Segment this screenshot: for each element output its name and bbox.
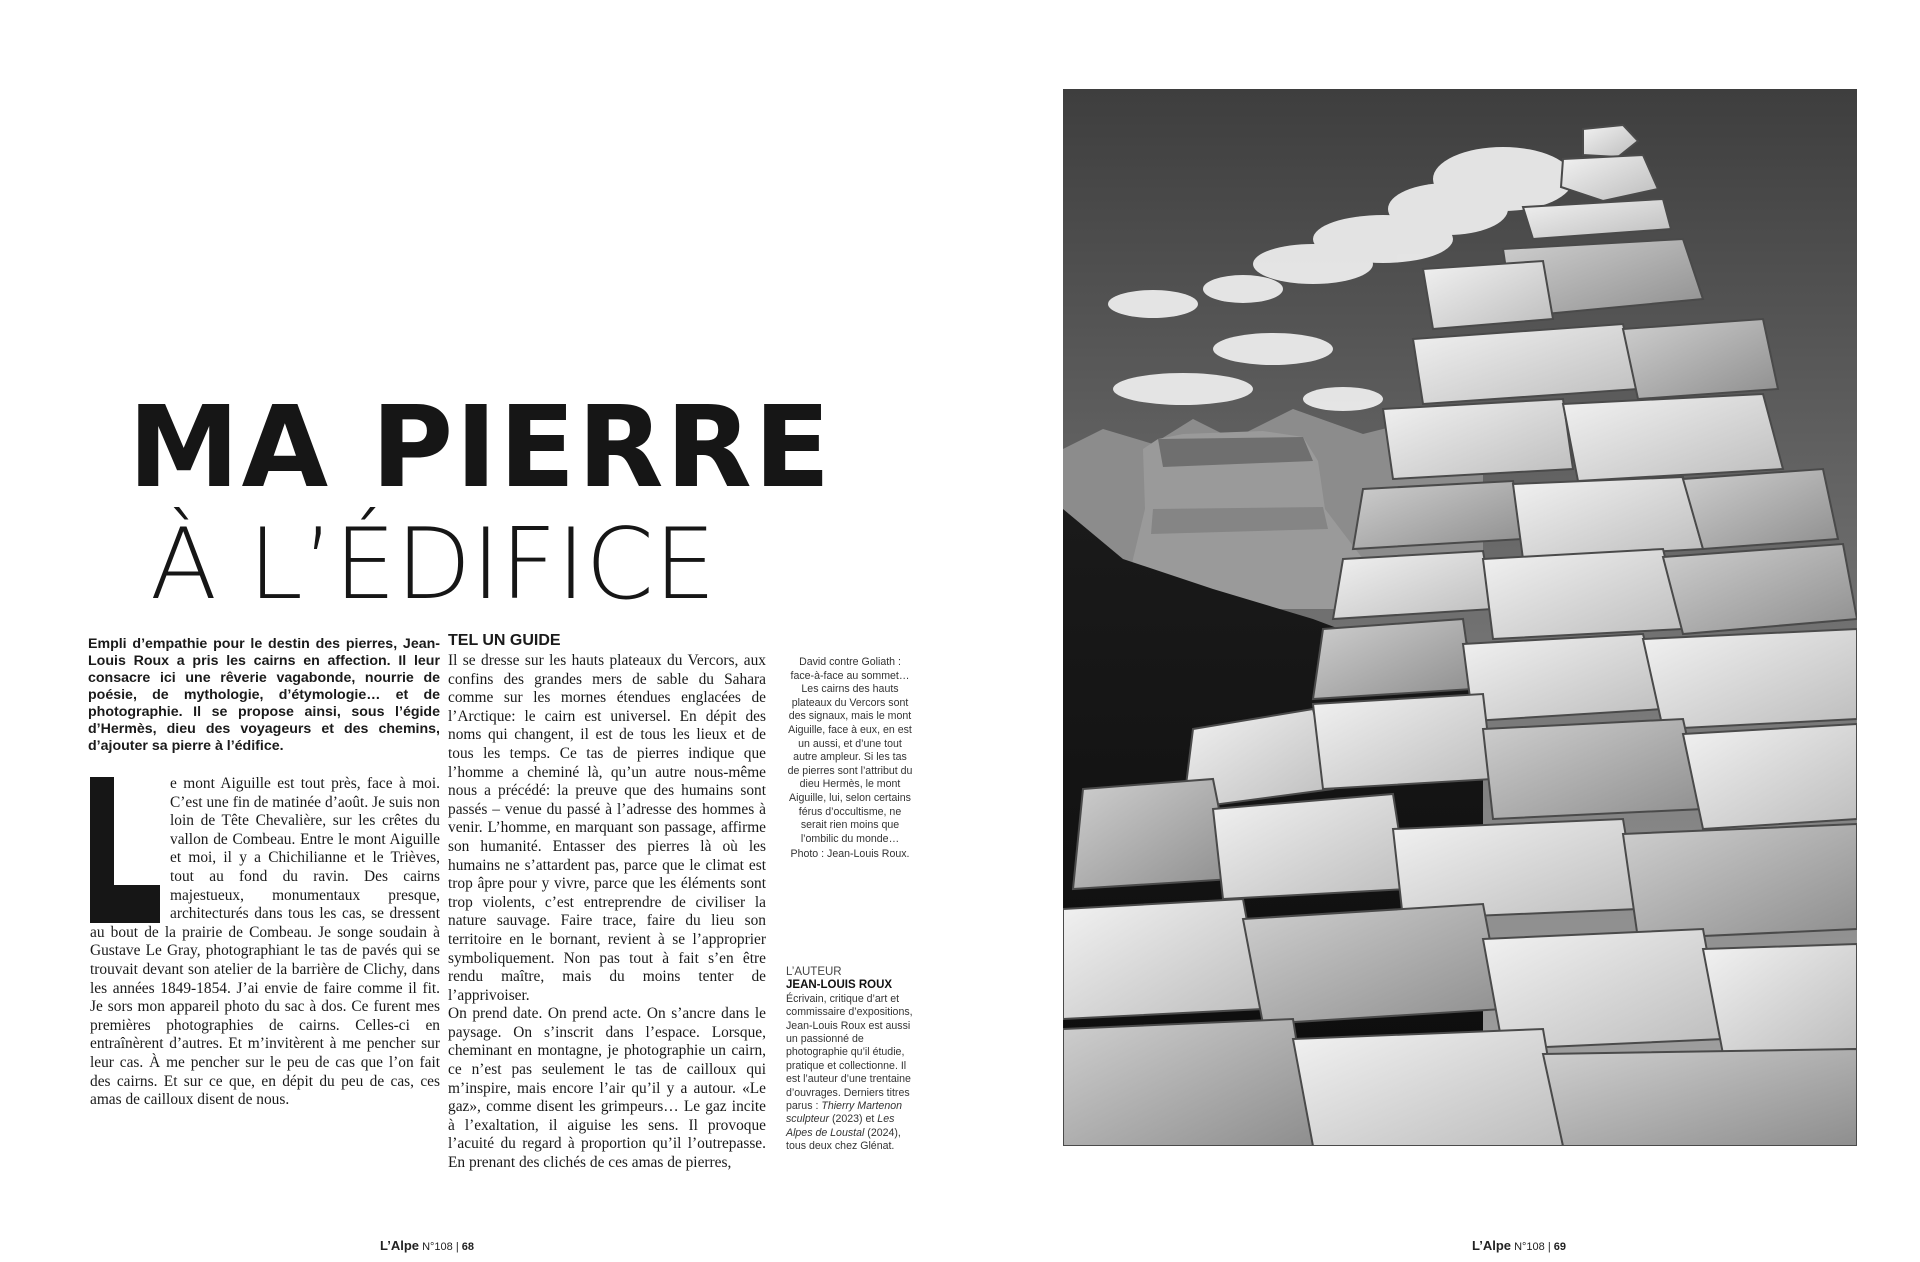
page-number: 69: [1553, 1241, 1567, 1253]
book-title: Thierry Martenon sculpteur: [786, 1100, 903, 1126]
body-paragraph: Il se dresse sur les hauts plateaux du Vercors, aux confins des grandes mers de sable du Sahara comme sur les mornes étendues englacées de l’Arctique: le cairn est universel. En dépit des noms qui changent, il est de tous les lieux et de tous les temps. Ce tas de pierres indique que l’homme a cheminé là, qu’un autre nous-même nous a précédé: la preuve que des humains sont passés – venue du passé à l’adresse des hommes à venir. L’homme, en marquant son passage, affirme son humanité. Entasser des pierres là où les humains ne s’attardent pas, parce que le climat est trop âpre pour y vivre, parce que les éléments sont trop violents, c’est entreprendre de civiliser la nature sauvage. Faire trace, faire du lieu son territoire en le bornant, revient à se l’approprier symboliquement. Non pas tout à fait s’en être rendu maître, mais du moins tenter de l’apprivoiser.: [448, 652, 766, 1004]
author-label: L’AUTEUR: [786, 966, 842, 978]
section-heading: TEL UN GUIDE: [448, 632, 561, 649]
body-text-intro: e mont Aiguille est tout près, face à moi. C’est une fin de matinée d’août. Je suis non loin de Tête Chevalière, sur les crêtes du vallon de Combeau. Entre le mont Aiguille et moi, il y a Chichilianne et le Trièves, tout au fond du ravin. Des cairns majestueux, monumentaux presque, architecturés dans tous les cas, se dressent au bout de la prairie de Combeau. Je songe soudain à Gustave Le Gray, photographiant le tas de pavés qui se trouvait devant son atelier de la barrière de Clichy, dans les années 1849-1854. J’ai envie de faire comme il fit. Je sors mon appareil photo du sac à dos. Ce furent mes premières photographies de cairns. Celles-ci en entraînèrent d’autres. Et m’invitèrent à me pencher sur leur cas. À me pencher sur le peu de cas que l’on fait des cairns. Et sur ce que, en dépit du peu de cas, ces amas de cailloux disent de nous.: [90, 775, 440, 1109]
issue-number: N°108: [422, 1241, 453, 1253]
author-bio: Écrivain, critique d’art et commissaire d’expositions, Jean-Louis Roux est aussi un passionné de photographie qu’il étudie, pratique et collectionne. Il est l’auteur d’une trentaine d’ouvrages. Derniers titres parus : Thierry Martenon sculpteur (2023) et Les Alpes de Loustal (2024), tous deux chez Glénat.: [786, 992, 913, 1153]
author-box: [786, 966, 916, 1154]
folio-left: L’Alpe N°108 | 68: [380, 1238, 475, 1253]
author-name: JEAN-LOUIS ROUX: [786, 979, 893, 992]
cairn-photo-illustration: [1063, 89, 1857, 1146]
body-column-2: [448, 631, 766, 1173]
photo-credit: Photo : Jean-Louis Roux.: [790, 848, 910, 861]
page-number: 68: [461, 1241, 475, 1253]
body-column-1: [90, 775, 440, 1110]
cairn-photograph: [1063, 89, 1857, 1146]
article-standfirst: Empli d’empathie pour le destin des pierres, Jean-Louis Roux a pris les cairns en affection. Il leur consacre ici une rêverie vagabonde, nourrie de poésie, de mythologie, d’étymologie… et de photographie. Il se propose ainsi, sous l’égide d’Hermès, dieu des voyageurs et des chemins, d’ajouter sa pierre à l’édifice.: [88, 636, 440, 754]
folio-right: L’Alpe N°108 | 69: [1472, 1238, 1567, 1253]
article-title-line-1: MA PIERRE: [128, 383, 833, 513]
issue-number: N°108: [1514, 1241, 1545, 1253]
magazine-name: L’Alpe: [380, 1238, 420, 1253]
photo-caption: [786, 656, 914, 862]
magazine-name: L’Alpe: [1472, 1238, 1512, 1253]
caption-text: David contre Goliath : face-à-face au sommet… Les cairns des hauts plateaux du Vercors sont des signaux, mais le mont Aiguille, face à eux, en est un aussi, et d’une tout autre ampleur. Si les tas de pierres sont l’attribut du dieu Hermès, le mont Aiguille, lui, selon certains férus d’occultisme, ne serait rien moins que l’ombilic du monde…: [787, 656, 913, 845]
body-paragraph: On prend date. On prend acte. On s’ancre dans le paysage. On s’inscrit dans l’espace. Lorsque, cheminant en montagne, je photographie un cairn, ce n’est pas seulement le tas de cailloux qui m’inspire, mais encore l’air qu’il y a autour. «Le gaz», comme disent les grimpeurs… Le gaz incite à l’exaltation, il aiguise les sens. Il provoque l’acuité du regard à proportion qu’il l’outrepasse. En prenant des clichés de ces amas de pierres,: [448, 1005, 766, 1172]
book-title: Les Alpes de Loustal: [786, 1113, 895, 1139]
drop-cap: [90, 777, 160, 923]
article-title-line-2: À L’ÉDIFICE: [150, 508, 716, 622]
